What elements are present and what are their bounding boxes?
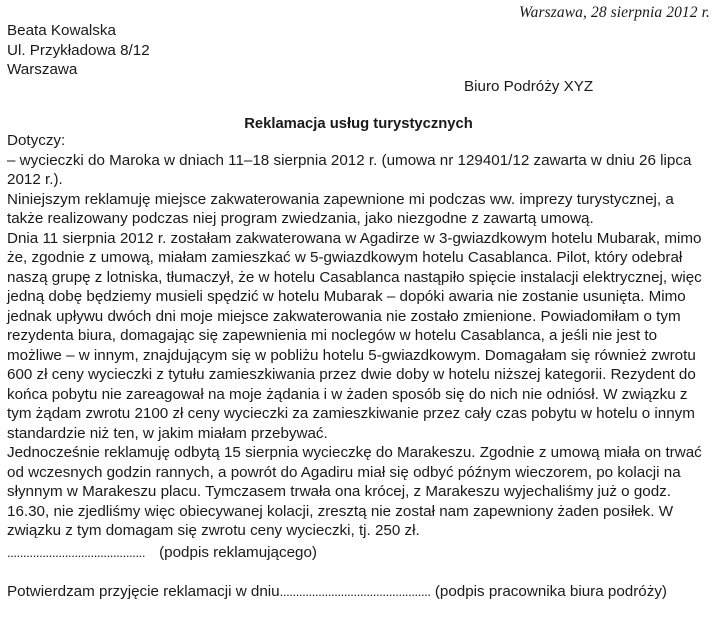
confirmation-label: (podpis pracownika biura podróży) <box>430 583 667 600</box>
signature-line: ........................................... <box>7 545 146 560</box>
body-line: naszą grupę z lotniska, tłumaczył, że w hotelu Casablanca nastąpiło spięcie instalacji elektrycznej, więc <box>7 268 702 286</box>
body-line: związku z tym domagam się zwrotu ceny wycieczki, tj. 250 zł. <box>7 522 420 539</box>
body-line: rezydenta biura, domagając się zapewnienia mi noclegów w hotelu Casablanca, a jeśli nie jest to <box>7 327 658 344</box>
body-line: 16.30, nie zjedliśmy więc obiecywanej kolacji, zresztą nie został nam zapewniony żaden posiłek. W <box>7 502 674 520</box>
confirmation-line <box>7 582 667 602</box>
body-line: Jednocześnie reklamuję odbytą 15 sierpnia wycieczkę do Marakeszu. Zgodnie z umową miała on trwać <box>7 444 702 461</box>
body-line: Dotyczy: <box>7 132 66 149</box>
sender-name: Beata Kowalska <box>7 22 116 39</box>
confirmation-date-line: ............................................... <box>279 584 431 599</box>
body-line: że, zgodnie z umową, miałam zamieszkać w 5-gwiazdkowym hotelu Casablanca. Pilot, który odebrał <box>7 249 683 266</box>
sender-street: Ul. Przykładowa 8/12 <box>7 41 150 59</box>
complainant-signature <box>7 543 317 563</box>
body-line: 600 zł ceny wycieczki z tytułu zamieszkiwania przez dwie doby w hotelu niższej kategorii. Rezydent do <box>7 366 696 383</box>
letter-date: Warszawa, 28 sierpnia 2012 r. <box>519 4 710 21</box>
sender-address <box>7 21 150 80</box>
body-line: Dnia 11 sierpnia 2012 r. zostałam zakwaterowana w Agadirze w 3-gwiazdkowym hotelu Mubarak, mimo <box>7 229 702 247</box>
body-line: słynnym w Marakeszu placu. Tymczasem trwała ona krócej, z Marakeszu wyjechaliśmy już o godz. <box>7 483 671 500</box>
body-line: jednak upływu dwóch dni moje miejsce zakwaterowania nie zostało zmienione. Powiadomiłam o tym <box>7 307 681 325</box>
letter-title: Reklamacja usług turystycznych <box>244 116 473 132</box>
body-line: końca pobytu nie zareagował na moje żądania i w żaden sposób się do nich nie odniósł. W związku z <box>7 385 688 403</box>
body-line: możliwe – w innym, znajdującym się w pobliżu hotelu 5-gwiazdkowym. Domagałam się również zwrotu <box>7 346 696 364</box>
body-line: od wczesnych godzin rannych, a powrót do Agadiru miał się odbyć późnym wieczorem, po kolacji na <box>7 463 681 481</box>
body-line: także realizowany podczas niej program zwiedzania, jako niezgodne z zawartą umową. <box>7 210 594 227</box>
confirmation-text: Potwierdzam przyjęcie reklamacji w dniu <box>7 583 280 600</box>
body-line: tym żądam zwrotu 2100 zł ceny wycieczki za zamieszkiwanie przez cały czas pobytu w hotelu o innym <box>7 405 695 422</box>
body-line: Niniejszym reklamuję miejsce zakwaterowania zapewnione mi podczas ww. imprezy turystycznej, a <box>7 190 674 208</box>
body-line: standardzie niż ten, w jakim miałam przebywać. <box>7 424 328 442</box>
signature-label: (podpis reklamującego) <box>159 544 317 561</box>
body-line: 2012 r.). <box>7 171 63 188</box>
body-line: jedną dobę będziemy musieli spędzić w hotelu Mubarak – dopóki awaria nie zostanie usunięta. Mimo <box>7 288 686 305</box>
body-line: – wycieczki do Maroka w dniach 11–18 sierpnia 2012 r. (umowa nr 129401/12 zawarta w dniu 26 lipca <box>7 151 692 169</box>
letter-body <box>7 131 715 541</box>
sender-city: Warszawa <box>7 61 78 78</box>
recipient-name: Biuro Podróży XYZ <box>464 78 594 95</box>
